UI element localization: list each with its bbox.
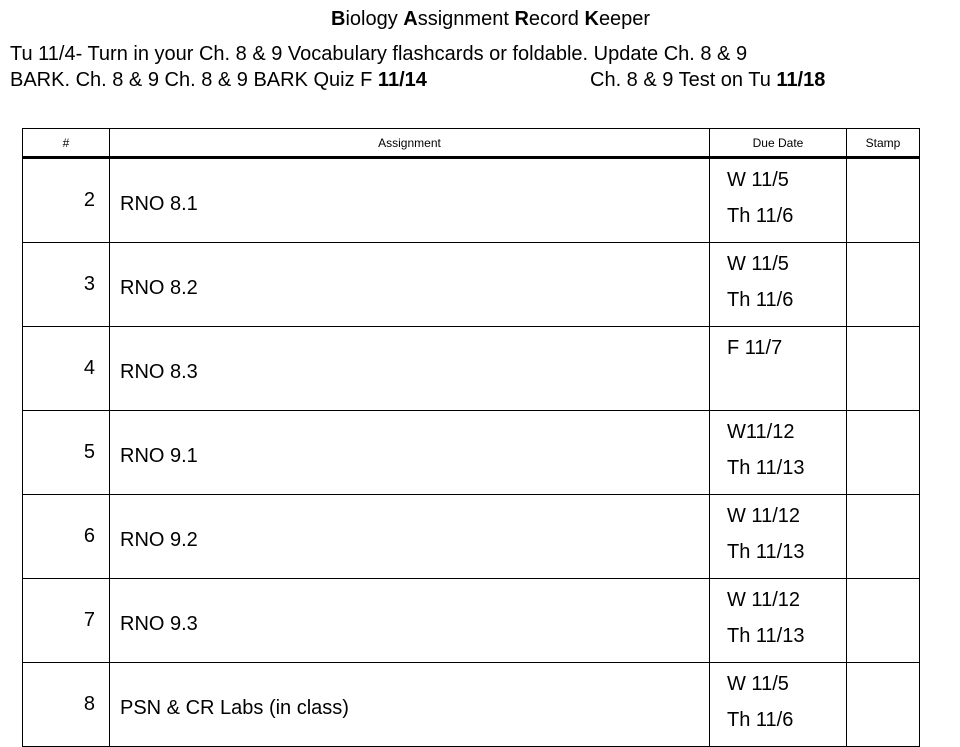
row-stamp bbox=[847, 411, 920, 495]
quiz-notice: BARK. Ch. 8 & 9 Ch. 8 & 9 BARK Quiz F bbox=[10, 69, 378, 91]
announcement-line-1: Tu 11/4- Turn in your Ch. 8 & 9 Vocabulary flashcards or foldable. Update Ch. 8 & 9 bbox=[10, 43, 748, 65]
row-assignment bbox=[110, 158, 710, 243]
table-row bbox=[23, 243, 920, 327]
assignment-table bbox=[22, 128, 920, 747]
due-date-line-2: Th 11/13 bbox=[727, 541, 805, 563]
row-assignment bbox=[110, 495, 710, 579]
row-number: 6 bbox=[23, 495, 110, 579]
row-stamp bbox=[847, 579, 920, 663]
row-stamp bbox=[847, 327, 920, 411]
row-due-date bbox=[710, 663, 847, 747]
row-number: 3 bbox=[23, 243, 110, 327]
row-stamp bbox=[847, 663, 920, 747]
row-due-date bbox=[710, 579, 847, 663]
assignment-text: RNO 9.3 bbox=[120, 613, 198, 635]
due-date-line-2: Th 11/13 bbox=[727, 457, 805, 479]
due-date-line-1: W11/12 bbox=[727, 421, 795, 443]
row-assignment bbox=[110, 243, 710, 327]
table-header-row bbox=[23, 129, 920, 158]
row-assignment bbox=[110, 663, 710, 747]
assignment-text: RNO 8.2 bbox=[120, 277, 198, 299]
row-assignment bbox=[110, 327, 710, 411]
title-initial-k: K bbox=[584, 8, 599, 30]
due-date-line-1: W 11/5 bbox=[727, 169, 789, 191]
table-row bbox=[23, 663, 920, 747]
row-due-date bbox=[710, 495, 847, 579]
assignment-text: RNO 8.3 bbox=[120, 361, 198, 383]
due-date-line-2: Th 11/6 bbox=[727, 709, 794, 731]
header-due-date: Due Date bbox=[710, 129, 847, 158]
assignment-text: RNO 9.1 bbox=[120, 445, 198, 467]
table-row bbox=[23, 579, 920, 663]
test-notice bbox=[590, 67, 825, 93]
header-number: # bbox=[23, 129, 110, 158]
title-word-ssignment: ssignment bbox=[417, 8, 515, 30]
title-word-eeper: eeper bbox=[598, 8, 651, 30]
due-date-line-2: Th 11/13 bbox=[727, 625, 805, 647]
row-assignment bbox=[110, 411, 710, 495]
title-initial-r: R bbox=[514, 8, 529, 30]
due-date-line-1: F 11/7 bbox=[727, 337, 783, 359]
row-number: 2 bbox=[23, 158, 110, 243]
row-number: 4 bbox=[23, 327, 110, 411]
assignment-text: PSN & CR Labs (in class) bbox=[120, 697, 349, 719]
title-word-iology: iology bbox=[345, 8, 404, 30]
row-due-date bbox=[710, 411, 847, 495]
title-initial-b: B bbox=[331, 8, 346, 30]
row-stamp bbox=[847, 158, 920, 243]
due-date-line-1: W 11/12 bbox=[727, 589, 800, 611]
row-assignment bbox=[110, 579, 710, 663]
header-assignment: Assignment bbox=[110, 129, 710, 158]
table-row bbox=[23, 411, 920, 495]
title-word-ecord: ecord bbox=[528, 8, 585, 30]
due-date-line-2: Th 11/6 bbox=[727, 289, 794, 311]
due-date-line-1: W 11/5 bbox=[727, 253, 789, 275]
row-number: 7 bbox=[23, 579, 110, 663]
title-initial-a: A bbox=[403, 8, 418, 30]
test-date: 11/18 bbox=[776, 69, 826, 91]
row-stamp bbox=[847, 495, 920, 579]
quiz-date: 11/14 bbox=[377, 69, 427, 91]
table-row bbox=[23, 327, 920, 411]
row-due-date bbox=[710, 243, 847, 327]
announcement-line-2 bbox=[10, 67, 826, 93]
due-date-line-2: Th 11/6 bbox=[727, 205, 794, 227]
test-notice-text: Ch. 8 & 9 Test on Tu bbox=[590, 69, 777, 91]
due-date-line-1: W 11/5 bbox=[727, 673, 789, 695]
header-stamp: Stamp bbox=[847, 129, 920, 158]
row-number: 8 bbox=[23, 663, 110, 747]
table-row bbox=[23, 495, 920, 579]
row-stamp bbox=[847, 243, 920, 327]
document-title bbox=[331, 8, 650, 31]
row-due-date bbox=[710, 327, 847, 411]
row-number: 5 bbox=[23, 411, 110, 495]
assignment-text: RNO 9.2 bbox=[120, 529, 198, 551]
table-row bbox=[23, 158, 920, 243]
assignment-text: RNO 8.1 bbox=[120, 193, 198, 215]
row-due-date bbox=[710, 158, 847, 243]
due-date-line-1: W 11/12 bbox=[727, 505, 800, 527]
